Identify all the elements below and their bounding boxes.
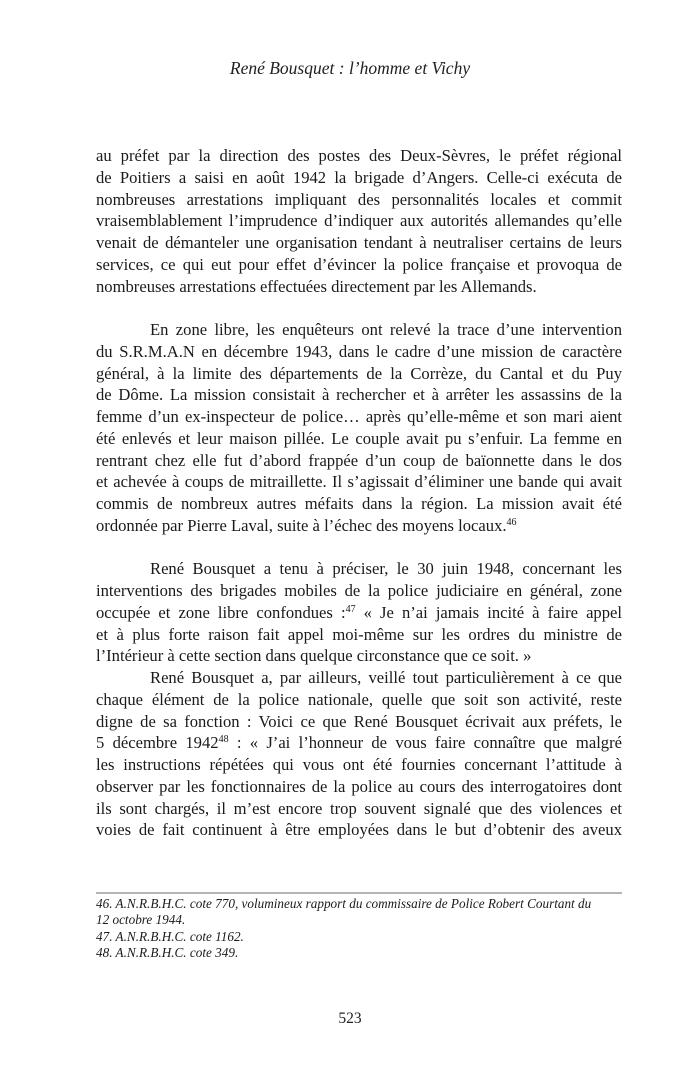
text-line: interventions des brigades mobiles de la police judiciaire en général, zone — [96, 581, 622, 600]
text-line: et à plus forte raison fait appel moi-même sur les ordres du ministre de — [96, 624, 622, 644]
text-line: les instructions répétées qui vous ont été fournies concernant l’attitude à — [96, 755, 622, 774]
text-line: du S.R.M.A.N en décembre 1943, dans le cadre d’une mission de caractère — [96, 341, 622, 361]
text-line: au préfet par la direction des postes des Deux-Sèvres, le préfet régional — [96, 146, 622, 165]
text-line: observer par les fonctionnaires de la police au cours des interrogatoires dont — [96, 776, 622, 796]
text-line: occupée et zone libre confondues :$^{47}$ « Je n’ai jamais incité à faire appel — [96, 602, 623, 622]
text-line: général, à la limite des départements de la Corrèze, du Cantal et du Puy — [96, 363, 622, 383]
paragraph-3 — [96, 558, 622, 667]
text-line: voies de fait continuent à être employées dans le but d’obtenir des aveux — [96, 820, 622, 840]
body-text — [96, 145, 622, 841]
running-title: René Bousquet : l’homme et Vichy — [229, 58, 471, 78]
footnote-46-cont: 12 octobre 1944. — [96, 912, 186, 928]
text-line: venait de démanteler une organisation tendant à neutraliser certains de leurs — [96, 233, 622, 252]
footnote-ref-46[interactable]: 46 — [506, 516, 517, 528]
paragraph-2 — [96, 319, 622, 537]
paragraph-1 — [96, 145, 622, 297]
text-line: services, ce qui eut pour effet d’évincer la police française et provoqua de — [96, 254, 622, 274]
text-line: femme d’un ex-inspecteur de police… après qu’elle-même et son mari aient — [96, 407, 622, 426]
text-line: nombreuses arrestations impliquant des personnalités locales et commit — [96, 189, 622, 209]
text-line: commis de nombreux autres méfaits dans la région. La mission avait été — [96, 494, 622, 513]
footnote-46: 46. A.N.R.B.H.C. cote 770, volumineux rapport du commissaire de Police Robert Courtant du — [96, 896, 592, 911]
text-line: été enlevés et leur maison pillée. Le couple avait pu s’enfuir. La femme en — [96, 428, 622, 448]
text-line: nombreuses arrestations effectuées directement par les Allemands. — [96, 276, 537, 296]
footnote-separator — [96, 892, 622, 894]
page-number: 523 — [338, 1010, 362, 1027]
text-line: de Dôme. La mission consistait à rechercher et à arrêter les assassins de la — [96, 385, 622, 405]
text-line: 5 décembre 1942$^{48}$ : « J’ai l’honneur de vous faire connaître que malgré — [96, 733, 622, 753]
text-line: digne de sa fonction : Voici ce que René Bousquet écrivait aux préfets, le — [96, 711, 622, 731]
text-line: En zone libre, les enquêteurs ont relevé la trace d’une intervention — [150, 320, 622, 339]
text-line: vraisemblablement l’imprudence d’indiquer aux autorités allemandes qu’elle — [96, 211, 622, 231]
text-line: l’Intérieur à cette section dans quelque circonstance que ce soit. » — [96, 646, 532, 666]
text-line: René Bousquet a, par ailleurs, veillé tout particulièrement à ce que — [150, 668, 622, 687]
footnote-47: 47. A.N.R.B.H.C. cote 1162. — [96, 928, 244, 944]
text-line: rentrant chez elle fut d’abord frappée d’un coup de baïonnette dans le dos — [96, 450, 622, 470]
footnote-48: 48. A.N.R.B.H.C. cote 349. — [96, 945, 239, 961]
text-line: René Bousquet a tenu à préciser, le 30 juin 1948, concernant les — [150, 559, 622, 579]
footnote-ref-47[interactable]: 47 — [345, 603, 356, 615]
footnotes — [96, 896, 626, 962]
text-line: de Poitiers a saisi en août 1942 la brigade d’Angers. Celle-ci exécuta de — [96, 167, 622, 187]
footnote-ref-48[interactable]: 48 — [218, 734, 229, 746]
text-line: ordonnée par Pierre Laval, suite à l’échec des moyens locaux.$^{46}$ — [96, 515, 517, 535]
text-line: et achevée à coups de mitraillette. Il s’agissait d’éliminer une bande qui avait — [96, 472, 622, 492]
text-line: ils sont chargés, il m’est encore trop souvent signalé que des violences et — [96, 798, 622, 818]
text-line: chaque élément de la police nationale, quelle que soit son activité, reste — [96, 689, 622, 709]
paragraph-4 — [96, 667, 622, 841]
